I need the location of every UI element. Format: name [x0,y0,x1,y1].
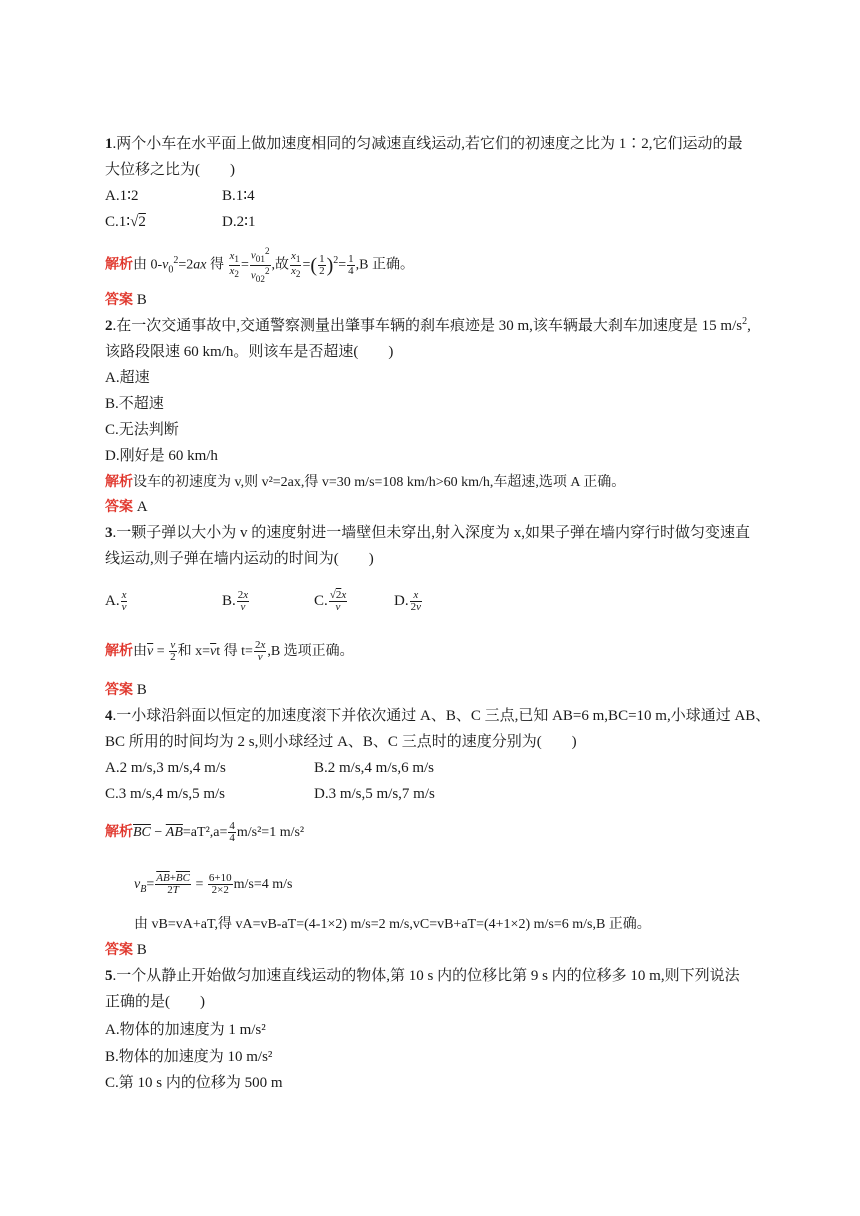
question-3-jiexi-label: 解析 [105,643,133,659]
question-4-number: 4 [105,708,113,724]
question-5-option-a[interactable]: A.物体的加速度为 1 m/s² [105,1022,266,1038]
question-1-line-1 [105,134,743,154]
solution-text: =2 [178,257,194,273]
solution-text: m/s=4 m/s [233,877,293,892]
solution-text: = [302,257,311,273]
solution-text: 由 [133,644,147,659]
question-4-option-d[interactable]: D.3 m/s,5 m/s,7 m/s [314,786,435,802]
question-5-line-2: 正确的是( ) [105,994,205,1010]
solution-text: t 得 t= [216,644,253,659]
question-5-option-b[interactable]: B.物体的加速度为 10 m/s² [105,1049,273,1065]
option-label: B. [222,593,236,609]
question-2-option-d[interactable]: D.刚好是 60 km/h [105,448,218,464]
fraction: $\frac{√2x}{v}$ [329,589,347,614]
question-1-number: 1 [105,136,113,152]
solution-text: 和 x= [177,644,211,659]
question-2-option-b[interactable]: B.不超速 [105,396,164,412]
question-3-line-1 [105,523,750,543]
question-4-answer-label: 答案 [105,942,133,958]
fraction: $\frac{1}{2}$ [319,252,325,277]
question-1-line-2: 大位移之比为( ) [105,162,235,178]
question-4-line-2: BC 所用的时间均为 2 s,则小球经过 A、B、C 三点时的速度分别为( ) [105,734,577,750]
question-1-answer-value: B [133,292,147,308]
question-2-text-1-tail: , [747,318,751,334]
question-4-option-c[interactable]: C.3 m/s,4 m/s,5 m/s [105,786,226,802]
question-5-option-c[interactable]: C.第 10 s 内的位移为 500 m [105,1075,283,1091]
fraction: $\frac{v_{01}^2}{v_{02}^2}$ [250,246,270,284]
question-2-jiexi-label: 解析 [105,474,133,490]
question-1-option-c-radicand: 2 [138,214,146,230]
fraction: $\frac{v}{2}$ [170,639,176,664]
question-1-option-d[interactable]: D.2∶1 [222,214,256,230]
question-2-answer-label: 答案 [105,499,133,515]
solution-text: ,B 选项正确。 [267,644,354,659]
fraction: $\frac{2x}{v}$ [237,589,249,614]
option-label: C. [314,593,328,609]
question-4-solution-1: 解析$\overline{BC} - \overline{AB}=aT^2,a=$ $\frac{4}{4}$ m/s²=1 m/s² [105,820,305,845]
question-3-option-c[interactable] [314,586,348,616]
fraction: $\frac{x}{2v}$ [410,589,421,614]
question-1-option-c[interactable] [105,212,146,232]
solution-text: =aT²,a= [182,825,228,840]
question-2-answer [105,497,148,517]
question-2-solution [105,472,625,493]
question-2-answer-value: A [133,499,148,515]
question-4-jiexi-label: 解析 [105,824,133,840]
question-3-number: 3 [105,525,113,541]
question-3-answer [105,680,147,700]
question-4-answer-value: B [133,942,147,958]
question-4-solution-2: $v_B=$ $\frac{\overline{AB}+\overline{BC}}{2T}$ = $\frac{6+10}{2\times 2}$ m/s=4 m/s [134,872,293,897]
question-2-line-1: 2.在一次交通事故中,交通警察测量出肇事车辆的刹车痕迹是 30 m,该车辆最大刹车加速度是 15 $m/s^2$, [105,316,751,334]
solution-text: 得 [206,257,225,273]
question-4-text-1: .一小球沿斜面以恒定的加速度滚下并依次通过 A、B、C 三点,已知 AB=6 m,BC=10 m,小球通过 AB、 [112,708,771,724]
question-4-answer [105,940,147,960]
question-1-option-c-label: C.1∶ [105,214,131,230]
question-5-line-1 [105,966,740,986]
fraction: $\frac{x}{v}$ [121,589,127,614]
question-1-solution: 解析由 $0-v_0^2=2ax$ 得 $\frac{x_1}{x_2}$ = $\frac{v_{01}^2}{v_{02}^2}$ ,故 $\frac{x_1}{x_2}$ =( $\frac{1}{2}$ )$^2$= $\frac{1}{4}$ ,B 正确。 [105,246,414,284]
solution-text: 由 0- [133,257,163,273]
fraction: $\frac{2x}{v}$ [254,639,266,664]
question-2-text-1: .在一次交通事故中,交通警察测量出肇事车辆的刹车痕迹是 30 m,该车辆最大刹车加速度是 15 m/s [112,318,743,334]
question-3-solution: 解析由$\overline{v}$ = $\frac{v}{2}$ 和 $x=\overline{v}t$ 得 t= $\frac{2x}{v}$ ,B 选项正确。 [105,639,354,664]
solution-text: m/s²=1 m/s² [236,825,305,840]
question-4-option-a[interactable]: A.2 m/s,3 m/s,4 m/s [105,760,226,776]
question-4-option-b[interactable]: B.2 m/s,4 m/s,6 m/s [314,760,435,776]
question-3-option-a[interactable] [105,586,128,616]
question-2-option-c[interactable]: C.无法判断 [105,422,179,438]
question-1-jiexi-label: 解析 [105,256,133,273]
fraction: $\frac{\overline{AB}+\overline{BC}}{2T}$ [156,872,190,897]
question-3-option-b[interactable] [222,586,250,616]
fraction: $\frac{x_1}{x_2}$ [229,249,239,280]
question-2-option-a[interactable]: A.超速 [105,370,150,386]
question-3-line-2: 线运动,则子弹在墙内运动的时间为( ) [105,551,374,567]
question-4-solution-3: 由 vB=vA+aT,得 vA=vB-aT=(4-1×2) m/s=2 m/s,vC=vB+aT=(4+1×2) m/s=6 m/s,B 正确。 [134,917,651,932]
question-3-option-d[interactable] [394,586,423,616]
question-2-line-2: 该路段限速 60 km/h。则该车是否超速( ) [105,344,394,360]
solution-text: ,B 正确。 [355,257,414,273]
question-4-line-1 [105,706,770,726]
solution-text: ,故 [271,257,290,273]
question-3-answer-label: 答案 [105,682,133,698]
solution-text: = [338,257,347,273]
question-1-option-b[interactable]: B.1∶4 [222,188,255,204]
question-3-answer-value: B [133,682,147,698]
question-5-number: 5 [105,968,113,984]
solution-text: 设车的初速度为 v,则 v²=2ax,得 v=30 m/s=108 km/h>60 km/h,车超速,选项 A 正确。 [133,475,626,490]
fraction: $\frac{6+10}{2\times 2}$ [208,872,232,897]
question-3-text-1: .一颗子弹以大小为 v 的速度射进一墙壁但未穿出,射入深度为 x,如果子弹在墙内穿行时做匀变速直 [112,525,751,541]
question-5-text-1: .一个从静止开始做匀加速直线运动的物体,第 10 s 内的位移比第 9 s 内的位移多 10 m,则下列说法 [112,968,740,984]
fraction: $\frac{4}{4}$ [229,820,235,845]
question-1-answer [105,290,147,310]
question-1-option-a[interactable]: A.1∶2 [105,188,139,204]
solution-text: v [134,877,141,892]
question-1-answer-label: 答案 [105,292,133,308]
question-1-text-1: .两个小车在水平面上做加速度相同的匀减速直线运动,若它们的初速度之比为 1∶2,它们运动的最 [112,136,743,152]
fraction: $\frac{1}{4}$ [348,252,354,277]
sqrt-sign: √ [130,214,139,230]
option-label: D. [394,593,409,609]
question-2-number: 2 [105,318,113,334]
fraction: $\frac{x_1}{x_2}$ [291,249,301,280]
option-label: A. [105,593,120,609]
